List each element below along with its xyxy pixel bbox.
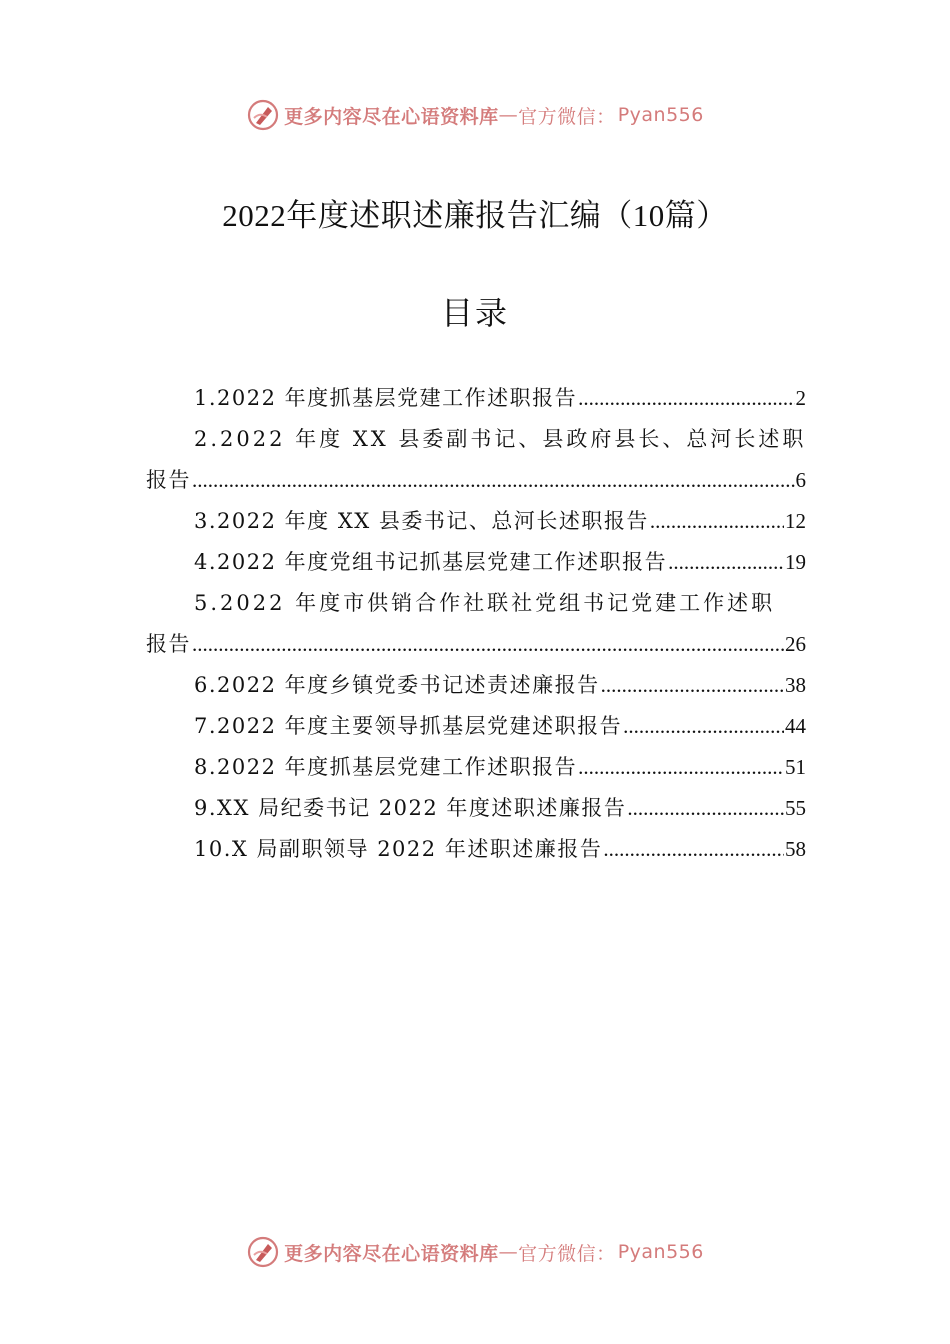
toc-item-title: 6.2022 年度乡镇党委书记述责述廉报告 <box>194 673 600 697</box>
toc-leader-dots <box>623 706 784 747</box>
toc-leader-dots <box>601 665 784 706</box>
watermark-label: 官方微信： <box>518 105 616 128</box>
toc-item[interactable] <box>146 829 806 870</box>
watermark-brand: 更多内容尽在心语资料库 <box>284 105 499 128</box>
toc-item-page: 58 <box>785 837 806 861</box>
toc-leader-dots <box>578 747 784 788</box>
toc-item[interactable] <box>146 665 806 706</box>
toc-heading: 目录 <box>440 294 509 332</box>
toc-item[interactable] <box>146 419 806 501</box>
toc-item-page: 19 <box>785 550 806 574</box>
toc-item[interactable] <box>146 501 806 542</box>
toc-leader-dots <box>627 788 784 829</box>
watermark-dash: — <box>498 104 519 126</box>
watermark-account: Pyan556 <box>617 104 704 126</box>
toc-item-page: 26 <box>785 632 806 656</box>
watermark-brand: 更多内容尽在心语资料库 <box>284 1242 499 1265</box>
toc-item-title: 3.2022 年度 XX 县委书记、总河长述职报告 <box>194 509 649 533</box>
toc-item-title: 7.2022 年度主要领导抓基层党建述职报告 <box>194 714 623 738</box>
watermark-label: 官方微信： <box>518 1242 616 1265</box>
toc-item-title: 4.2022 年度党组书记抓基层党建工作述职报告 <box>194 550 668 574</box>
footer-watermark <box>0 1232 950 1272</box>
toc-item-page: 55 <box>785 796 806 820</box>
toc-item-title: 10.X 局副职领导 2022 年述职述廉报告 <box>194 837 603 861</box>
toc-item[interactable] <box>146 542 806 583</box>
toc-item-page: 44 <box>785 714 806 738</box>
toc-item-page: 6 <box>795 468 806 492</box>
watermark-dash: — <box>498 1241 519 1263</box>
toc-item-title: 9.XX 局纪委书记 2022 年度述职述廉报告 <box>194 796 627 820</box>
table-of-contents <box>146 378 806 870</box>
toc-item-title: 1.2022 年度抓基层党建工作述职报告 <box>194 386 578 410</box>
toc-item[interactable] <box>146 583 806 665</box>
toc-item[interactable] <box>146 788 806 829</box>
toc-item-page: 38 <box>785 673 806 697</box>
toc-item-title: 8.2022 年度抓基层党建工作述职报告 <box>194 755 578 779</box>
pen-nib-logo-icon <box>246 1235 280 1269</box>
toc-item[interactable] <box>146 706 806 747</box>
toc-item-page: 51 <box>785 755 806 779</box>
toc-item-title-cont: 报告 <box>146 468 191 492</box>
toc-leader-dots <box>668 542 784 583</box>
watermark-account: Pyan556 <box>617 1241 704 1263</box>
toc-item-title: 5.2022 年度市供销合作社联社党组书记党建工作述职 <box>194 591 776 615</box>
toc-leader-dots <box>650 501 784 542</box>
toc-leader-dots <box>192 624 784 665</box>
toc-item[interactable] <box>146 747 806 788</box>
toc-item-title-cont: 报告 <box>146 632 191 656</box>
document-title: 2022年度述职述廉报告汇编（10篇） <box>222 198 728 233</box>
header-watermark <box>0 95 950 135</box>
toc-item-page: 12 <box>785 509 806 533</box>
toc-item-title: 2.2022 年度 XX 县委副书记、县政府县长、总河长述职 <box>194 427 807 451</box>
toc-item[interactable] <box>146 378 806 419</box>
toc-leader-dots <box>578 378 794 419</box>
toc-leader-dots <box>192 460 795 501</box>
pen-nib-logo-icon <box>246 98 280 132</box>
toc-leader-dots <box>603 829 784 870</box>
toc-item-page: 2 <box>795 386 806 410</box>
